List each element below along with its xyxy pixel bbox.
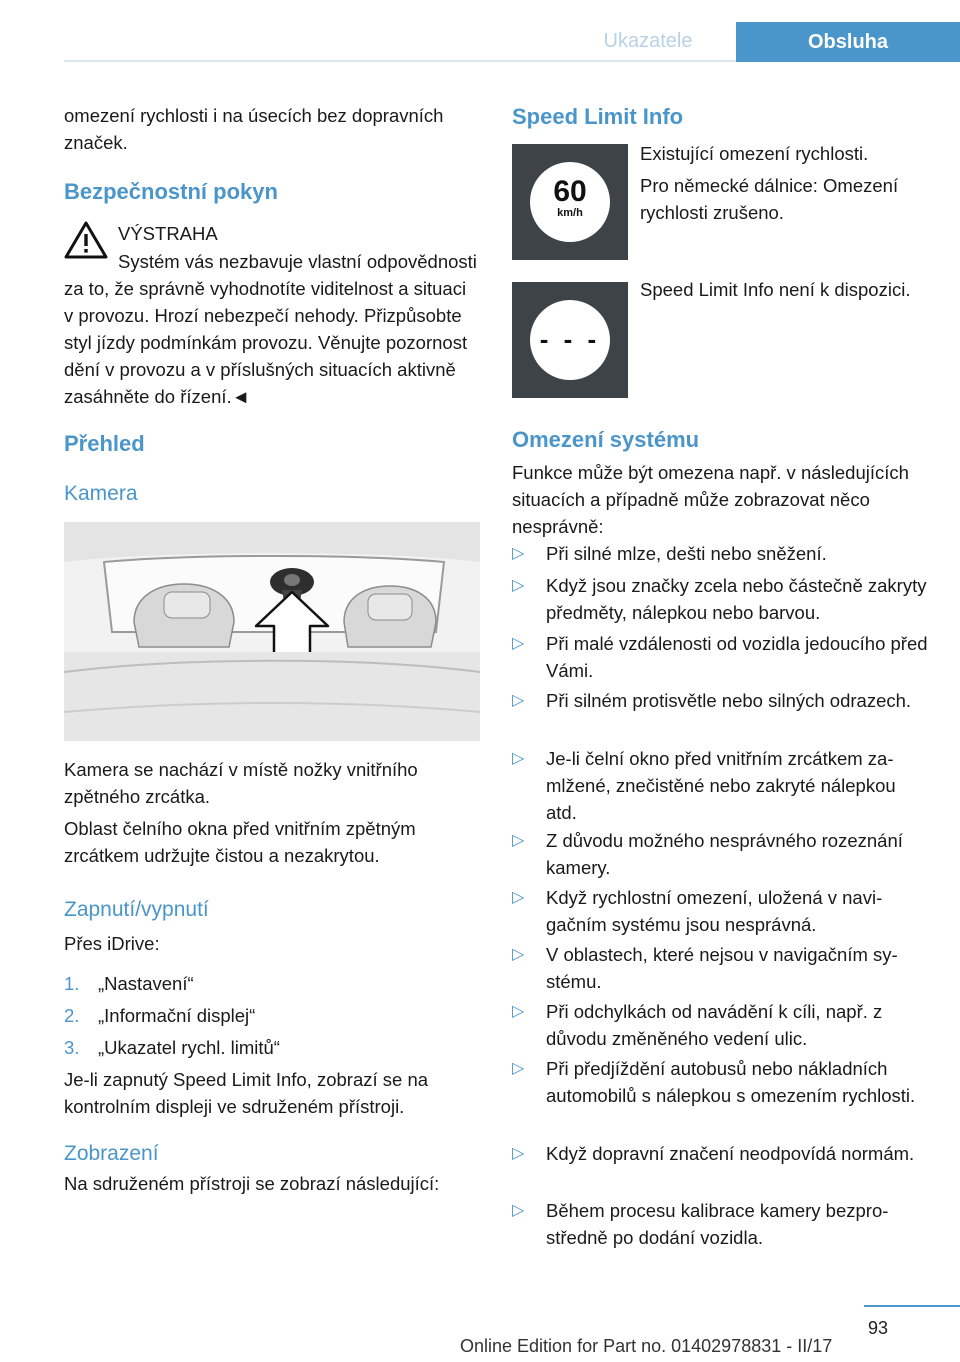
list-item-text: Při silném protisvětle nebo silných odrazech. (546, 690, 912, 711)
sign-speed-unit: km/h (557, 207, 583, 219)
step-text: „Informační displej“ (98, 1005, 256, 1026)
list-item (512, 745, 928, 826)
camera-text-2: Oblast čelního okna před vnitřním zpětným zrcátkem udržujte čistou a nezakrytou. (64, 818, 416, 866)
list-item (512, 687, 928, 714)
step-number: 2. (64, 1005, 80, 1026)
warning-triangle-icon (64, 220, 108, 260)
sign1-text-1: Existující omezení rychlosti. (640, 143, 869, 164)
bullet-triangle-icon: ▷ (512, 1003, 525, 1020)
list-item (512, 941, 928, 995)
list-item-text: Při silné mlze, dešti nebo sněžení. (546, 543, 827, 564)
camera-heading: Kamera (64, 482, 138, 505)
list-item (512, 630, 928, 684)
list-item-text: Při odchylkách od navádění k cíli, např. z důvodu změněného vedení ulic. (546, 1001, 883, 1049)
camera-text-1: Kamera se nachází v místě nožky vnitřního zpětného zrcátka. (64, 759, 418, 807)
list-item-text: Když dopravní značení neodpovídá normám. (546, 1143, 915, 1164)
list-item (512, 827, 928, 881)
onoff-heading: Zapnutí/vypnutí (64, 898, 209, 921)
list-item-text: V oblastech, které nejsou v navigačním systému. (546, 944, 898, 992)
page-number: 93 (867, 1318, 888, 1338)
list-item-text: Když jsou značky zcela nebo částečně zakryty předměty, nálepkou nebo barvou. (546, 575, 927, 623)
list-item-text: Je-li čelní okno před vnitřním zrcátkem zamlžené, znečistěné nebo zakryté nálepkou atd. (546, 748, 896, 823)
intro-text: omezení rychlosti i na úsecích bez dopravních značek. (64, 105, 444, 153)
onoff-after: Je-li zapnutý Speed Limit Info, zobrazí se na kontrolním displeji ve sdruženém přístroji. (64, 1069, 429, 1117)
list-item-text: Při malé vzdálenosti od vozidla jedoucího před Vámi. (546, 633, 928, 681)
step-item (64, 1034, 480, 1061)
list-item (512, 572, 928, 626)
footer-edition: Online Edition for Part no. 01402978831 - II/17 (460, 1336, 833, 1356)
list-item (512, 1140, 928, 1167)
tab-ukazatele[interactable]: Ukazatele (603, 29, 693, 52)
bullet-triangle-icon: ▷ (512, 889, 525, 906)
camera-photo (64, 522, 480, 741)
bullet-triangle-icon: ▷ (512, 1145, 525, 1162)
list-item-text: Během procesu kalibrace kamery bezprostředně po dodání vozidla. (546, 1200, 889, 1248)
safety-heading: Bezpečnostní pokyn (64, 179, 278, 204)
overview-heading: Přehled (64, 431, 145, 456)
list-item-text: Při předjíždění autobusů nebo nákladních automobilů s nálepkou s omezením rychlosti. (546, 1058, 916, 1106)
step-number: 3. (64, 1037, 80, 1058)
step-text: „Nastavení“ (98, 973, 194, 994)
list-item-text: Z důvodu možného nesprávného rozeznání kamery. (546, 830, 903, 878)
limits-intro: Funkce může být omezena např. v následujících situacích a případně může zobrazovat něco nesprávně: (512, 462, 909, 537)
bullet-triangle-icon: ▷ (512, 946, 525, 963)
limits-heading: Omezení systému (512, 427, 700, 452)
list-item (512, 998, 928, 1052)
sign-dashes: - - - (539, 324, 601, 354)
warning-label: VÝSTRAHA (118, 223, 218, 244)
list-item (512, 884, 928, 938)
list-item-text: Když rychlostní omezení, uložená v navigačním systému jsou nesprávná. (546, 887, 883, 935)
sign-speed-value: 60 (553, 175, 587, 208)
bullet-triangle-icon: ▷ (512, 577, 525, 594)
sli-heading: Speed Limit Info (512, 104, 684, 129)
list-item (512, 1197, 928, 1251)
sign1-text-2: Pro německé dálnice: Omezení rychlosti zrušeno. (640, 175, 899, 223)
car-interior-image (64, 522, 480, 741)
display-heading: Zobrazení (64, 1142, 159, 1165)
bullet-triangle-icon: ▷ (512, 1202, 525, 1219)
footer-rule (864, 1305, 960, 1307)
speed-limit-sign-unavailable (512, 282, 628, 398)
warning-text: Systém vás nezbavuje vlastní odpovědnosti za to, že správně vyhodnotíte viditelnost a situaci v provozu. Hrozí nebezpečí nehody. Přizpůsobte styl jízdy podmínkám provozu. Věnujte pozornost dění v provozu a v příslušných situacích aktivně zasáhněte do řízení.◄ (64, 251, 477, 407)
warning-block (64, 220, 480, 410)
list-item (512, 1055, 928, 1109)
list-item (512, 540, 928, 567)
bullet-triangle-icon: ▷ (512, 635, 525, 652)
bullet-triangle-icon: ▷ (512, 545, 525, 562)
bullet-triangle-icon: ▷ (512, 832, 525, 849)
step-item (64, 970, 480, 997)
onoff-intro: Přes iDrive: (64, 933, 160, 954)
bullet-triangle-icon: ▷ (512, 692, 525, 709)
step-text: „Ukazatel rychl. limitů“ (98, 1037, 280, 1058)
bullet-triangle-icon: ▷ (512, 1060, 525, 1077)
tab-obsluha[interactable]: Obsluha (736, 22, 960, 62)
display-text: Na sdruženém přístroji se zobrazí následující: (64, 1173, 440, 1194)
bullet-triangle-icon: ▷ (512, 750, 525, 767)
step-item (64, 1002, 480, 1029)
step-number: 1. (64, 973, 80, 994)
speed-limit-sign-60 (512, 144, 628, 260)
sign2-text: Speed Limit Info není k dispozici. (640, 279, 911, 300)
